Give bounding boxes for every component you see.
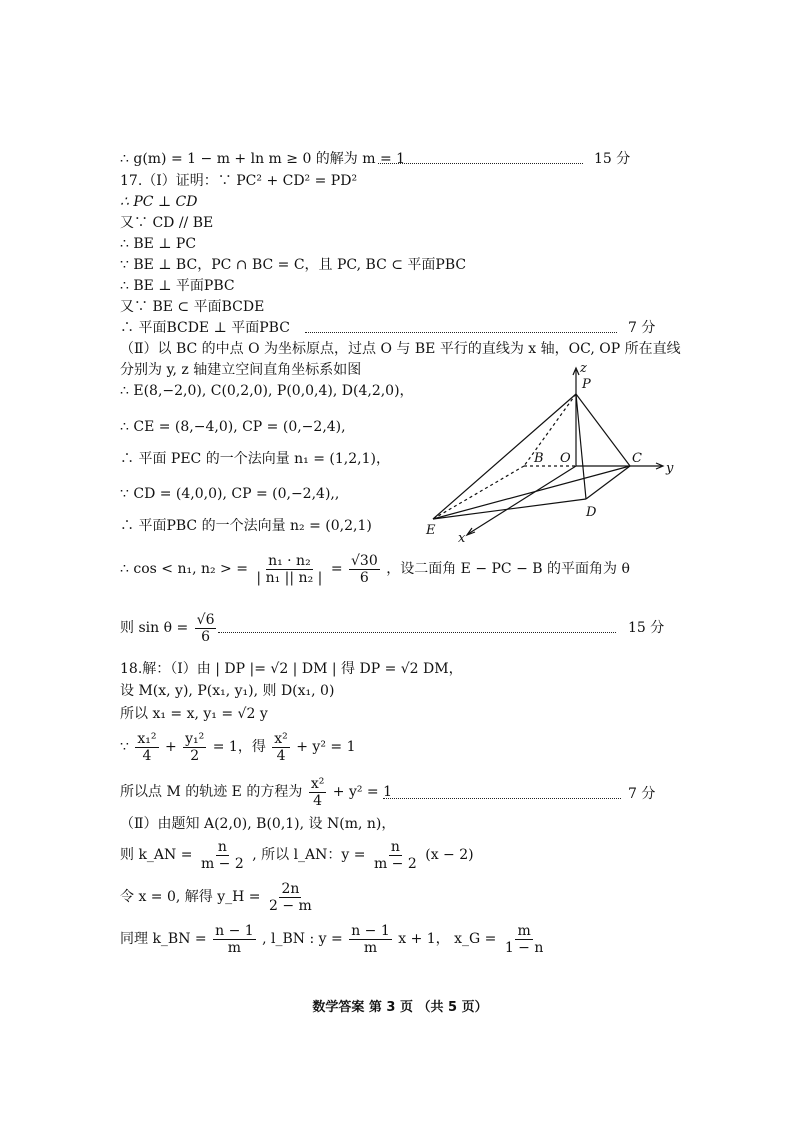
dot-leader [378,162,583,164]
line-be-perp-bc: ∵ BE ⊥ BC，PC ∩ BC = C，且 PC, BC ⊂ 平面PBC [120,257,467,273]
fraction: $\frac{n}{m - 2}$ [373,838,417,872]
edge-pc [576,394,630,466]
fraction: $\frac{2n}{2 - m}$ [269,880,312,914]
line-slope-an: 则 k_AN = $\frac{n}{m - 2}$ , 所以 l_AN：y = $\frac{n}{m - 2}$ (x − 2) [120,838,474,872]
line-solution-m: ∴ g(m) = 1 − m + ln m ≥ 0 的解为 m = 1 [120,151,406,167]
label-x: x [458,531,466,544]
page-footer: 数学答案 第 3 页 （共 5 页） [312,1000,488,1015]
fraction: $\frac{\text{x²}}{4}$ [274,730,288,764]
fraction: $\frac{√6}{6}$ [196,611,215,645]
score-15b: 15 分 [628,620,665,636]
label-d: D [586,505,597,520]
line-slope-bn: 同理 k_BN = $\frac{n - 1}{m}$ , l_BN : y = $\frac{n - 1}{m}$ x + 1， x_G = $\frac{m}{1 - n}$ [120,922,544,956]
line-normal-pec: ∴ 平面 PEC 的一个法向量 n₁ = (1,2,1)， [120,451,390,467]
edge-be [433,466,524,519]
line-be-in-plane: 又∵ BE ⊂ 平面BCDE [120,299,265,315]
line-plane-perp: ∴ 平面BCDE ⊥ 平面PBC [120,320,290,336]
q17-heading: 17.（Ⅰ）证明：∵ PC² + CD² = PD² [120,173,358,189]
line-sin-theta: 则 sin θ = $\frac{√6}{6}$ [120,611,215,645]
label-e: E [426,523,436,538]
line-locus-equation: 所以点 M 的轨迹 E 的方程为 $\frac{\text{x²}}{4}$ + y² = 1 [120,775,393,809]
fraction: $\frac{m}{1 - n}$ [504,922,544,956]
q18-heading: 18.解：（Ⅰ）由 | DP |= √2 | DM | 得 DP = √2 DM， [120,661,463,677]
fraction: $\frac{\text{n₁ · n₂}}{\text{| n₁ || n₂ |}}$ [256,552,323,586]
fraction: $\frac{\text{y₁²}}{2}$ [185,730,205,764]
line-normal-pbc: ∴ 平面PBC 的一个法向量 n₂ = (0,2,1) [120,518,372,534]
line-vectors-cd-cp: ∵ CD = (4,0,0), CP = (0,−2,4),, [120,486,340,502]
fraction: $\frac{n - 1}{m}$ [351,922,390,956]
line-coordinate-setup: （Ⅱ）以 BC 的中点 O 为坐标原点，过点 O 与 BE 平行的直线为 x 轴，OC, OP 所在直线 [120,341,681,357]
line-points: ∴ E(8,−2,0), C(0,2,0), P(0,0,4), D(4,2,0)， [120,383,414,399]
line-coordinate-axes: 分别为 y, z 轴建立空间直角坐标系如图 [120,362,362,378]
score-7a: 7 分 [628,320,656,336]
fraction: $\frac{√30}{6}$ [351,552,378,586]
fraction: $\frac{\text{x₁²}}{4}$ [137,730,157,764]
dot-leader [218,631,616,633]
line-x1-y1: 所以 x₁ = x, y₁ = √2 y [120,706,268,722]
line-set-m-p: 设 M(x, y), P(x₁, y₁), 则 D(x₁, 0) [120,683,335,699]
fraction: $\frac{n}{m - 2}$ [200,838,244,872]
label-y: y [666,461,674,476]
edge-pd [576,394,586,499]
label-b: B [534,451,544,466]
dot-leader [383,797,621,799]
score-15a: 15 分 [594,151,631,167]
label-c: C [632,451,642,466]
edge-dc [586,466,630,499]
line-pc-perp-cd: ∴ PC ⊥ CD [120,194,198,210]
dot-leader [305,331,617,333]
fraction: $\frac{n - 1}{m}$ [215,922,254,956]
fraction: $\frac{\text{x²}}{4}$ [310,775,325,809]
line-cos-angle: ∴ cos < n₁, n₂ > = $\frac{\text{n₁ · n₂}}{\text{| n₁ || n₂ |}}$ = $\frac{√30}{6}$ ，设二面角 E − PC − B 的平面角为 θ [120,552,630,586]
score-7b: 7 分 [628,786,656,802]
label-o: O [560,451,571,466]
x-axis [468,466,576,534]
line-cd-parallel-be: 又∵ CD // BE [120,215,214,231]
line-points-ab: （Ⅱ）由题知 A(2,0), B(0,1), 设 N(m, n)， [120,816,396,832]
label-p: P [582,377,591,392]
line-be-perp-pc: ∴ BE ⊥ PC [120,236,197,252]
line-ellipse-substitute: ∵ $\frac{\text{x₁²}}{4}$ + $\frac{\text{y₁²}}{2}$ = 1，得 $\frac{\text{x²}}{4}$ + y² = 1 [120,730,356,764]
label-z: z [580,362,587,376]
line-be-perp-plane: ∴ BE ⊥ 平面PBC [120,278,235,294]
pyramid-figure [420,362,685,544]
line-vectors-ce-cp: ∴ CE = (8,−4,0), CP = (0,−2,4), [120,419,346,435]
line-yh: 令 x = 0, 解得 y_H = $\frac{2n}{2 - m}$ [120,880,312,914]
edge-ed [433,499,586,519]
